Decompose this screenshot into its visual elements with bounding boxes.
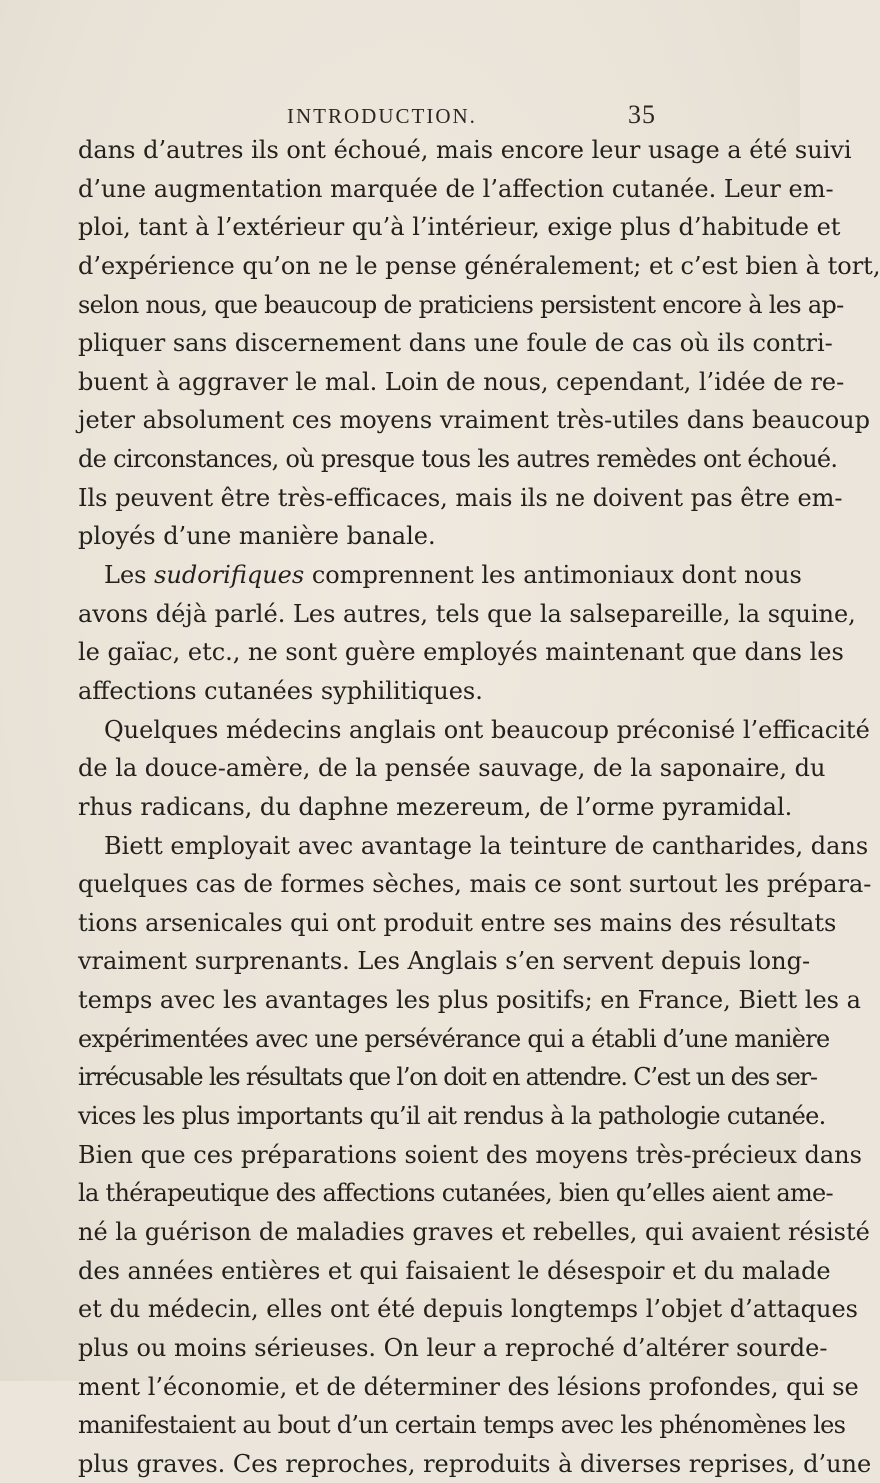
text-line: selon nous, que beaucoup de praticiens persistent encore à les ap- xyxy=(78,290,844,319)
lead-word: Les xyxy=(104,561,155,590)
text-line: Quelques médecins anglais ont beaucoup préconisé l’efficacité xyxy=(104,715,870,744)
text-line: avons déjà parlé. Les autres, tels que la salsepareille, la squine, xyxy=(78,599,856,628)
page-number: 35 xyxy=(628,100,656,129)
text-line: manifestaient au bout d’un certain temps avec les phénomènes les xyxy=(78,1411,846,1440)
line-remainder: comprennent les antimoniaux dont nous xyxy=(311,561,802,590)
text-line: ploi, tant à l’extérieur qu’à l’intérieur, exige plus d’habitude et xyxy=(78,213,841,242)
text-line: d’expérience qu’on ne le pense généralement; et c’est bien à tort, xyxy=(78,251,880,280)
text-line: irrécusable les résultats que l’on doit en attendre. C’est un des ser- xyxy=(78,1063,817,1092)
text-body xyxy=(78,131,880,1483)
text-line: Ils peuvent être très-efficaces, mais ils ne doivent pas être em- xyxy=(78,483,843,512)
paragraph-end-line: rhus radicans, du daphne mezereum, de l’orme pyramidal. xyxy=(78,792,793,821)
text-line: le gaïac, etc., ne sont guère employés maintenant que dans les xyxy=(78,638,844,667)
text-line: de circonstances, où presque tous les autres remèdes ont échoué. xyxy=(78,445,838,474)
paragraph-end-line: affections cutanées syphilitiques. xyxy=(78,676,483,705)
text-line: vices les plus importants qu’il ait rendus à la pathologie cutanée. xyxy=(78,1102,826,1131)
text-line: buent à aggraver le mal. Loin de nous, cependant, l’idée de re- xyxy=(78,367,845,396)
text-line: jeter absolument ces moyens vraiment très-utiles dans beaucoup xyxy=(78,406,870,435)
text-line: vraiment surprenants. Les Anglais s’en servent depuis long- xyxy=(78,947,811,976)
text-line-with-italic-term xyxy=(78,556,802,595)
text-line: des années entières et qui faisaient le désespoir et du malade xyxy=(78,1256,831,1285)
text-line: plus ou moins sérieuses. On leur a reproché d’altérer sourde- xyxy=(78,1333,828,1362)
text-line: ment l’économie, et de déterminer des lésions profondes, qui se xyxy=(78,1372,859,1401)
text-line: de la douce-amère, de la pensée sauvage, de la saponaire, du xyxy=(78,754,826,783)
running-head xyxy=(0,100,800,134)
text-line: plus graves. Ces reproches, reproduits à diverses reprises, d’une xyxy=(78,1449,872,1478)
text-line: d’une augmentation marquée de l’affection cutanée. Leur em- xyxy=(78,174,834,203)
text-line: Bien que ces préparations soient des moyens très-précieux dans xyxy=(78,1140,862,1169)
text-line: tions arsenicales qui ont produit entre ses mains des résultats xyxy=(78,908,837,937)
text-line: quelques cas de formes sèches, mais ce sont surtout les prépara- xyxy=(78,870,872,899)
paragraph-end-line: ployés d’une manière banale. xyxy=(78,522,436,551)
text-line: né la guérison de maladies graves et rebelles, qui avaient résisté xyxy=(78,1217,870,1246)
text-line: et du médecin, elles ont été depuis longtemps l’objet d’attaques xyxy=(78,1295,858,1324)
text-line: expérimentées avec une persévérance qui a établi d’une manière xyxy=(78,1024,830,1053)
text-line: temps avec les avantages les plus positifs; en France, Biett les a xyxy=(78,986,861,1015)
text-line: Biett employait avec avantage la teinture de cantharides, dans xyxy=(104,831,869,860)
text-line: dans d’autres ils ont échoué, mais encore leur usage a été suivi xyxy=(78,136,852,164)
text-line: la thérapeutique des affections cutanées, bien qu’elles aient ame- xyxy=(78,1179,833,1208)
running-title: INTRODUCTION. xyxy=(287,104,477,128)
italic-term: sudorifiques xyxy=(154,561,305,590)
text-line: pliquer sans discernement dans une foule de cas où ils contri- xyxy=(78,329,833,358)
